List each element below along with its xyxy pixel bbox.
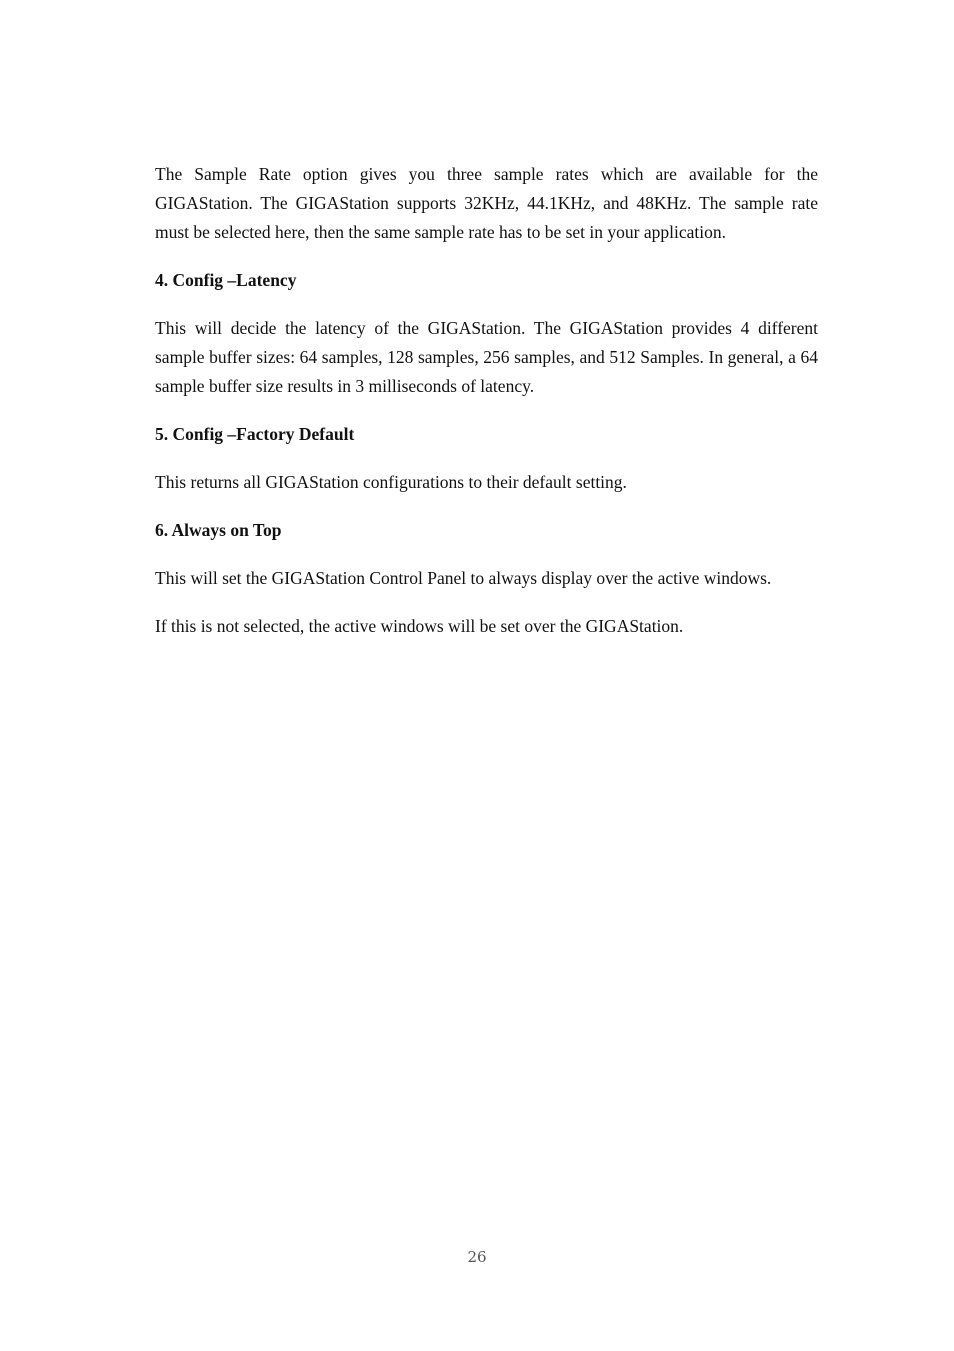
latency-paragraph: This will decide the latency of the GIGAStation. The GIGAStation provides 4 different sample buffer sizes: 64 samples, 128 samples, 256 samples, and 512 Samples. In general, a 64 sample buffer size results in 3 milliseconds of latency.: [155, 318, 818, 396]
page-content: [155, 160, 818, 660]
always-on-top-heading: 6. Always on Top: [155, 520, 282, 540]
always-on-top-paragraph-1: This will set the GIGAStation Control Panel to always display over the active windows.: [155, 568, 772, 588]
latency-heading: 4. Config –Latency: [155, 270, 297, 290]
page-number: 26: [467, 1248, 487, 1266]
always-on-top-paragraph-2: If this is not selected, the active windows will be set over the GIGAStation.: [155, 616, 684, 636]
factory-default-heading: 5. Config –Factory Default: [155, 424, 355, 444]
factory-default-paragraph: This returns all GIGAStation configurations to their default setting.: [155, 472, 627, 492]
sample-rate-paragraph: The Sample Rate option gives you three sample rates which are available for the GIGAStation. The GIGAStation supports 32KHz, 44.1KHz, and 48KHz. The sample rate must be selected here, then the same sample rate has to be set in your application.: [155, 164, 818, 242]
